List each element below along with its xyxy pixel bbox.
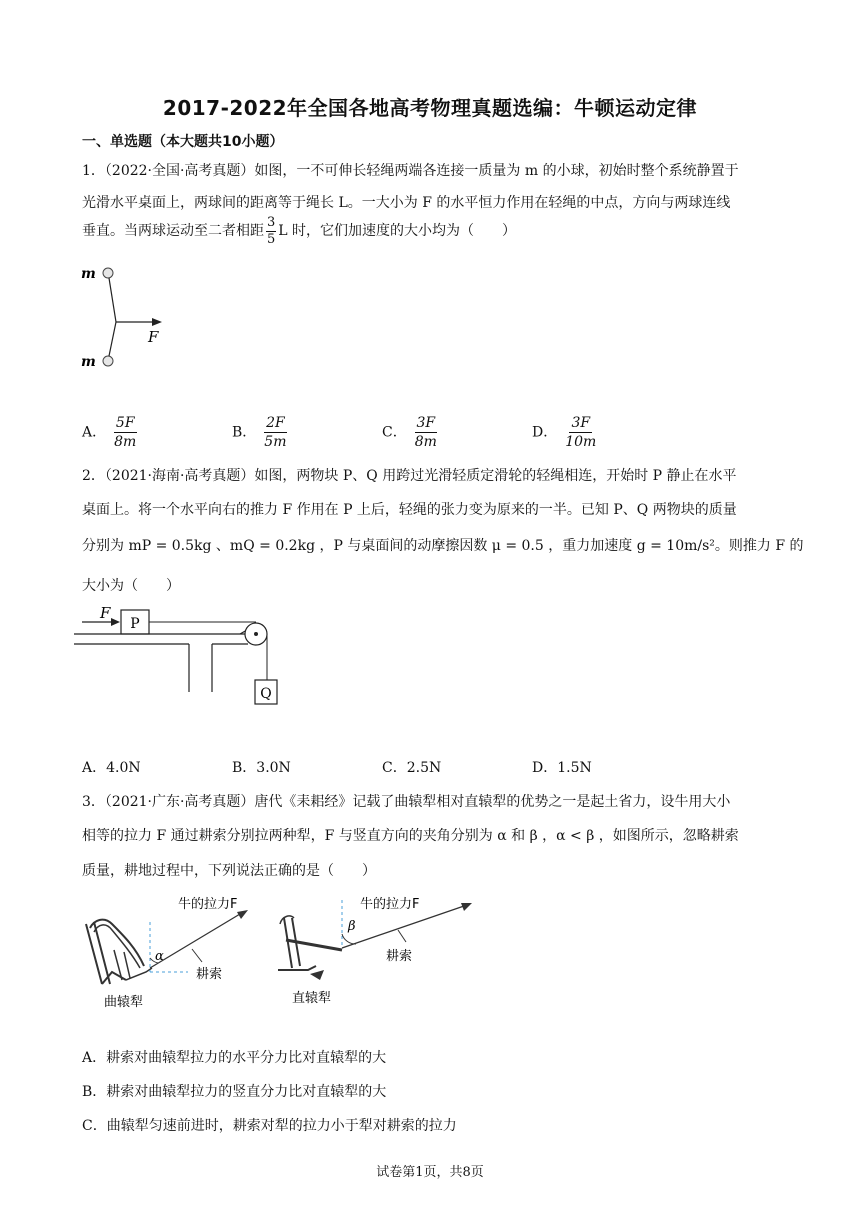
q2-pulley-figure: [74, 604, 284, 714]
q1-label-force: F: [148, 328, 159, 346]
q2-line-3: 分别为 mP = 0.5kg 、mQ = 0.2kg ，P 与桌面间的动摩擦因数 μ = 0.5 ，重力加速度 g = 10m/s²。则推力 F 的: [82, 538, 804, 554]
q2-line-1: 2．（2021·海南·高考真题）如图，两物块 P、Q 用跨过光滑轻质定滑轮的轻绳相连，开始时 P 静止在水平: [82, 468, 737, 484]
q3-label-pointer-left: [192, 949, 202, 962]
q1-line-3-start: 垂直。当两球运动至二者相距: [82, 223, 264, 239]
q1-option-d: [532, 414, 598, 451]
q1-force-arrowhead: [152, 318, 162, 326]
option-denominator: 8m: [414, 434, 437, 450]
q3-label-pull-left: 牛的拉力F: [178, 897, 238, 912]
option-letter: C．: [382, 424, 407, 441]
q1-line-3: [82, 214, 516, 248]
option-text: 4.0N: [106, 760, 141, 776]
q2-label-force: F: [100, 604, 111, 622]
option-letter: D．: [532, 424, 558, 441]
q3-line-1: 3．（2021·广东·高考真题）唐代《耒耜经》记载了曲辕犁相对直辕犁的优势之一是起土省力，设牛用大小: [82, 794, 731, 810]
q1-rope-figure: [78, 262, 178, 374]
option-letter: D．: [532, 760, 558, 776]
q3-option-c: C．曲辕犁匀速前进时，耕索对犁的拉力小于犁对耕索的拉力: [82, 1118, 457, 1134]
option-text: 3.0N: [256, 760, 291, 776]
q3-option-a: A．耕索对曲辕犁拉力的水平分力比对直辕犁的大: [82, 1050, 387, 1066]
q2-pulley-axle: [254, 632, 258, 636]
option-denominator: 8m: [114, 434, 137, 450]
q3-arrowhead-left: [237, 910, 248, 919]
q3-label-beta: β: [348, 919, 356, 934]
option-letter: C．: [382, 760, 407, 776]
q3-label-plough-right: 直辕犁: [292, 991, 332, 1006]
option-fraction: [112, 414, 138, 451]
q2-option-d: [532, 757, 592, 777]
q1-ball-bottom: [103, 356, 113, 366]
q1-option-b: [232, 414, 288, 451]
q3-curved-plough: [86, 920, 152, 984]
option-numerator: 2F: [266, 415, 285, 431]
q3-label-rope-left: 耕索: [196, 967, 223, 982]
option-fraction: [563, 414, 598, 451]
q3-label-alpha: α: [155, 949, 164, 964]
q1-option-c: [382, 414, 439, 451]
q2-label-q: Q: [260, 686, 272, 702]
q1-ball-top: [103, 268, 113, 278]
q3-line-2: 相等的拉力 F 通过耕索分别拉两种犁，F 与竖直方向的夹角分别为 α 和 β ，α < β ，如图所示，忽略耕索: [82, 828, 739, 844]
q2-label-p: P: [130, 616, 140, 632]
page-footer: 试卷第1页，共8页: [376, 1165, 484, 1180]
option-fraction: [413, 414, 439, 451]
q3-plough-figure: [80, 888, 500, 1018]
q1-line-3-end: L 时，它们加速度的大小均为（ ）: [278, 223, 517, 239]
q1-fraction-numerator: 3: [267, 214, 276, 230]
q2-line-4: 大小为（ ）: [82, 578, 180, 594]
q3-label-pointer-right: [398, 930, 406, 942]
q3-label-plough-left: 曲辕犁: [104, 995, 144, 1010]
q3-label-pull-right: 牛的拉力F: [360, 897, 420, 912]
q2-option-c: [382, 757, 441, 777]
q1-fraction: [266, 215, 276, 248]
option-letter: A．: [82, 760, 107, 776]
q3-label-rope-right: 耕索: [386, 949, 413, 964]
option-fraction: [262, 414, 288, 451]
q2-option-b: [232, 757, 291, 777]
q2-line-2: 桌面上。将一个水平向右的推力 F 作用在 P 上后，轻绳的张力变为原来的一半。已知 P、Q 两物块的质量: [82, 502, 737, 518]
option-letter: B．: [232, 424, 257, 441]
q1-label-m-bottom: m: [81, 354, 96, 370]
q1-line-2: 光滑水平桌面上，两球间的距离等于绳长 L。一大小为 F 的水平恒力作用在轻绳的中点，方向与两球连线: [82, 195, 731, 211]
option-text: 1.5N: [557, 760, 592, 776]
q2-force-arrowhead: [111, 618, 120, 626]
option-denominator: 5m: [264, 434, 287, 450]
q3-line-3: 质量，耕地过程中，下列说法正确的是（ ）: [82, 863, 376, 879]
page-title: 2017-2022年全国各地高考物理真题选编：牛顿运动定律: [162, 96, 698, 120]
q1-label-m-top: m: [81, 266, 96, 282]
q2-option-a: [82, 757, 141, 777]
q3-arrowhead-right: [461, 903, 472, 911]
option-numerator: 3F: [571, 415, 591, 431]
q1-rope-upper: [109, 278, 116, 322]
q1-option-a: [82, 414, 138, 451]
option-numerator: 5F: [115, 415, 135, 431]
option-letter: B．: [232, 760, 257, 776]
q3-straight-plough: [278, 916, 342, 980]
q1-line-1: 1．（2022·全国·高考真题）如图，一不可伸长轻绳两端各连接一质量为 m 的小球，初始时整个系统静置于: [82, 163, 739, 179]
option-letter: A．: [82, 424, 107, 441]
option-numerator: 3F: [416, 415, 436, 431]
q3-angle-arc-right: [342, 934, 356, 944]
q3-option-b: B．耕索对曲辕犁拉力的竖直分力比对直辕犁的大: [82, 1084, 387, 1100]
option-denominator: 10m: [565, 434, 597, 450]
section-title: 一、单选题（本大题共10小题）: [82, 134, 284, 150]
q1-rope-lower: [109, 322, 116, 356]
q1-fraction-denominator: 5: [267, 231, 276, 247]
q3-rope-right: [342, 906, 464, 948]
option-text: 2.5N: [406, 760, 442, 776]
